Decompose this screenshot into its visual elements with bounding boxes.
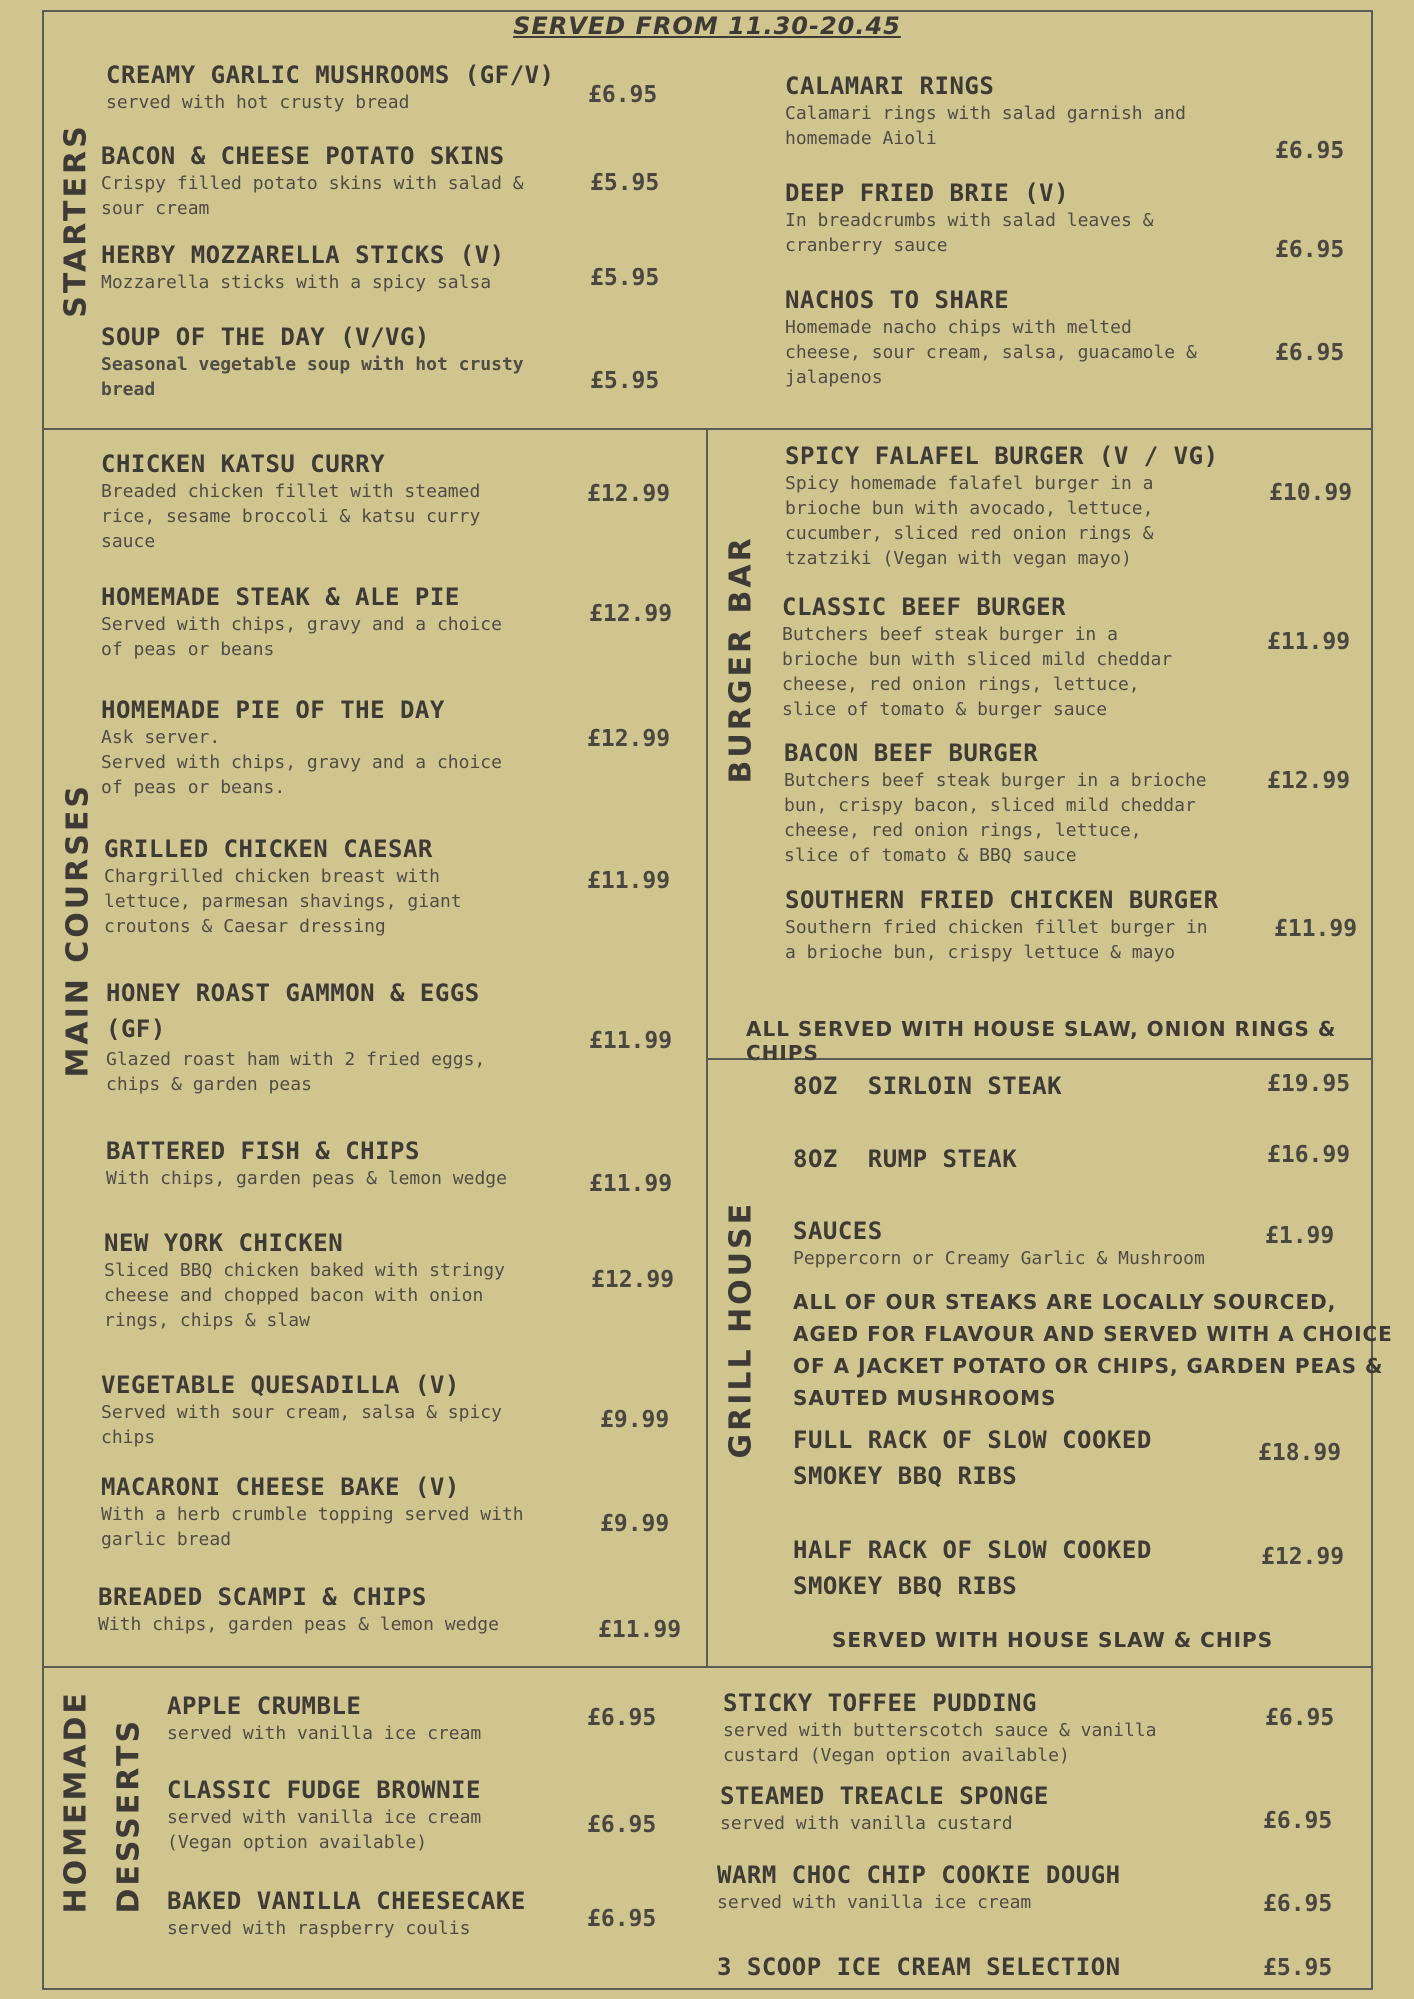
item-price: £12.99 [589,601,673,627]
item-name: CALAMARI RINGS [785,72,995,100]
menu-item [98,1582,499,1637]
menu-item [785,71,1186,151]
grill-served-note: SERVED WITH HOUSE SLAW & CHIPS [832,1628,1274,1652]
menu-item [101,1472,524,1552]
item-name: MACARONI CHEESE BAKE (V) [101,1473,460,1501]
item-price: £6.95 [1275,340,1345,366]
item-name: BREADED SCAMPI & CHIPS [98,1583,427,1611]
item-name: BACON & CHEESE POTATO SKINS [101,142,505,170]
item-price: £12.99 [591,1267,675,1293]
item-desc: Served with chips, gravy and a choice of peas or beans [101,614,502,660]
item-desc: Breaded chicken fillet with steamed rice, sesame broccoli & katsu curry sauce [101,481,481,552]
menu-item [167,1691,481,1746]
item-price: £6.95 [587,1705,657,1731]
item-price: £6.95 [1265,1705,1335,1731]
menu-item [106,60,554,115]
item-price: £11.99 [589,1028,673,1054]
item-name: HERBY MOZZARELLA STICKS (V) [101,241,505,269]
item-name: NEW YORK CHICKEN [104,1229,344,1257]
item-desc: served with hot crusty bread [106,92,410,113]
item-name: STEAMED TREACLE SPONGE [720,1782,1049,1810]
item-desc: Sliced BBQ chicken baked with stringy cheese and chopped bacon with onion rings, chips & slaw [104,1260,505,1331]
item-price: £6.95 [587,1906,657,1932]
menu-item [101,449,480,554]
item-price: £6.95 [1263,1891,1333,1917]
section-label-starters: STARTERS [58,123,94,318]
burger-served-note: ALL SERVED WITH HOUSE SLAW, ONION RINGS & CHIPS [746,1017,1337,1065]
item-price: £5.95 [590,368,660,394]
divider-desserts [42,1666,1373,1668]
menu-item [101,322,524,402]
item-name: BAKED VANILLA CHEESECAKE [167,1887,526,1915]
section-label-desserts-2: DESSERTS [111,1717,147,1914]
served-from-header: SERVED FROM 11.30-20.45 [513,12,901,40]
item-price: £9.99 [600,1511,670,1537]
item-price: £12.99 [1261,1544,1345,1570]
item-price: £16.99 [1267,1142,1351,1168]
item-desc: Calamari rings with salad garnish and homemade Aioli [785,103,1186,149]
item-name: DEEP FRIED BRIE (V) [785,179,1070,207]
item-price: £5.95 [590,170,660,196]
item-name: BATTERED FISH & CHIPS [106,1137,420,1165]
item-name: VEGETABLE QUESADILLA (V) [101,1371,460,1399]
menu-item [785,178,1153,258]
menu-item [167,1886,526,1941]
item-price: £19.95 [1267,1071,1351,1097]
item-price: £6.95 [587,1812,657,1838]
item-desc: Mozzarella sticks with a spicy salsa [101,272,492,293]
item-desc: Butchers beef steak burger in a brioche bun with sliced mild cheddar cheese, red onion rings, lettuce, slice of tomato & burger sauce [782,624,1173,720]
item-name: GRILLED CHICKEN CAESAR [104,835,433,863]
divider-mains-right [706,428,708,1666]
menu-item [717,1860,1121,1915]
item-name: CREAMY GARLIC MUSHROOMS (GF/V) [106,61,555,89]
item-name: HALF RACK OF SLOW COOKED SMOKEY BBQ RIBS [793,1536,1152,1600]
menu-item [793,1422,1152,1494]
menu-item [723,1688,1156,1768]
item-price: £6.95 [1263,1808,1333,1834]
item-name: FULL RACK OF SLOW COOKED SMOKEY BBQ RIBS [793,1426,1152,1490]
item-price: £1.99 [1265,1223,1335,1249]
item-price: £9.99 [600,1407,670,1433]
item-desc: served with vanilla ice cream (Vegan option available) [167,1807,482,1853]
item-desc: Glazed roast ham with 2 fried eggs, chips & garden peas [106,1049,486,1095]
menu-item [793,1071,1062,1101]
item-desc: served with raspberry coulis [167,1918,471,1939]
menu-item [167,1775,481,1855]
item-desc: Spicy homemade falafel burger in a brioche bun with avocado, lettuce, cucumber, sliced red onion rings & tzatziki (Vegan with vegan mayo) [785,473,1154,569]
item-desc: Seasonal vegetable soup with hot crusty bread [101,354,524,400]
item-name: SOUP OF THE DAY (V/VG) [101,323,430,351]
menu-item [720,1781,1049,1836]
item-price: £6.95 [1275,138,1345,164]
menu-item [717,1952,1121,1982]
item-desc: With chips, garden peas & lemon wedge [106,1168,507,1189]
item-price: £5.95 [1263,1955,1333,1981]
item-name: STICKY TOFFEE PUDDING [723,1689,1037,1717]
item-name: CLASSIC FUDGE BROWNIE [167,1776,481,1804]
item-price: £11.99 [589,1171,673,1197]
section-label-main-courses: MAIN COURSES [60,783,96,1078]
item-name: 8OZ SIRLOIN STEAK [793,1072,1063,1100]
item-name: WARM CHOC CHIP COOKIE DOUGH [717,1861,1121,1889]
menu-item [104,834,462,939]
item-price: £11.99 [587,868,671,894]
menu-item [101,695,502,800]
item-price: £12.99 [587,726,671,752]
item-desc: served with butterscotch sauce & vanilla custard (Vegan option available) [723,1720,1157,1766]
item-name: HONEY ROAST GAMMON & EGGS (GF) [106,979,480,1043]
item-desc: Butchers beef steak burger in a brioche bun, crispy bacon, sliced mild cheddar cheese, red onion rings, lettuce, slice of tomato & BBQ sauce [784,770,1207,866]
menu-item [793,1532,1152,1604]
menu-item [106,1136,507,1191]
item-price: £18.99 [1258,1440,1342,1466]
item-name: 8OZ RUMP STEAK [793,1145,1018,1173]
steak-note: ALL OF OUR STEAKS ARE LOCALLY SOURCED, AGED FOR FLAVOUR AND SERVED WITH A CHOICE OF A JACKET POTATO OR CHIPS, GARDEN PEAS & SAUTED MUSHROOMS [793,1290,1393,1410]
item-desc: Southern fried chicken fillet burger in a brioche bun, crispy lettuce & mayo [785,917,1208,963]
item-name: CLASSIC BEEF BURGER [782,593,1067,621]
item-price: £6.95 [588,82,658,108]
section-label-desserts-1: HOMEMADE [58,1690,94,1914]
item-name: HOMEMADE PIE OF THE DAY [101,696,445,724]
item-price: £10.99 [1269,480,1353,506]
menu-item [782,592,1172,722]
menu-item [101,141,524,221]
item-desc: served with vanilla ice cream [167,1723,482,1744]
item-desc: Peppercorn or Creamy Garlic & Mushroom [793,1248,1205,1269]
item-desc: Ask server. Served with chips, gravy and a choice of peas or beans. [101,727,502,798]
menu-item [793,1216,1205,1271]
item-name: APPLE CRUMBLE [167,1692,362,1720]
menu-item [101,582,502,662]
item-desc: With chips, garden peas & lemon wedge [98,1614,499,1635]
item-name: SAUCES [793,1217,883,1245]
item-price: £5.95 [590,265,660,291]
item-name: SOUTHERN FRIED CHICKEN BURGER [785,886,1219,914]
item-name: CHICKEN KATSU CURRY [101,450,386,478]
item-desc: With a herb crumble topping served with garlic bread [101,1504,524,1550]
item-name: SPICY FALAFEL BURGER (V / VG) [785,442,1219,470]
item-desc: Crispy filled potato skins with salad & sour cream [101,173,524,219]
item-desc: In breadcrumbs with salad leaves & cranberry sauce [785,210,1154,256]
item-name: 3 SCOOP ICE CREAM SELECTION [717,1953,1121,1981]
item-desc: Homemade nacho chips with melted cheese, sour cream, salsa, guacamole & jalapenos [785,317,1197,388]
menu-item [106,975,485,1097]
item-name: NACHOS TO SHARE [785,286,1010,314]
item-price: £12.99 [1267,768,1351,794]
menu-item [793,1144,1017,1174]
menu-item [784,738,1207,868]
item-price: £11.99 [598,1617,682,1643]
menu-item [101,240,505,295]
menu-item [104,1228,505,1333]
menu-item [785,285,1197,390]
menu-item [101,1370,502,1450]
menu-item [785,441,1219,571]
menu-item [785,885,1219,965]
item-desc: served with vanilla custard [720,1813,1013,1834]
item-name: BACON BEEF BURGER [784,739,1039,767]
item-name: HOMEMADE STEAK & ALE PIE [101,583,460,611]
item-price: £11.99 [1274,916,1358,942]
item-desc: Served with sour cream, salsa & spicy chips [101,1402,502,1448]
item-desc: served with vanilla ice cream [717,1892,1032,1913]
section-label-grill-house: GRILL HOUSE [723,1200,759,1459]
item-desc: Chargrilled chicken breast with lettuce, parmesan shavings, giant croutons & Caesar dressing [104,866,462,937]
item-price: £12.99 [587,481,671,507]
item-price: £6.95 [1275,237,1345,263]
section-label-burger-bar: BURGER BAR [723,535,759,784]
item-price: £11.99 [1267,629,1351,655]
